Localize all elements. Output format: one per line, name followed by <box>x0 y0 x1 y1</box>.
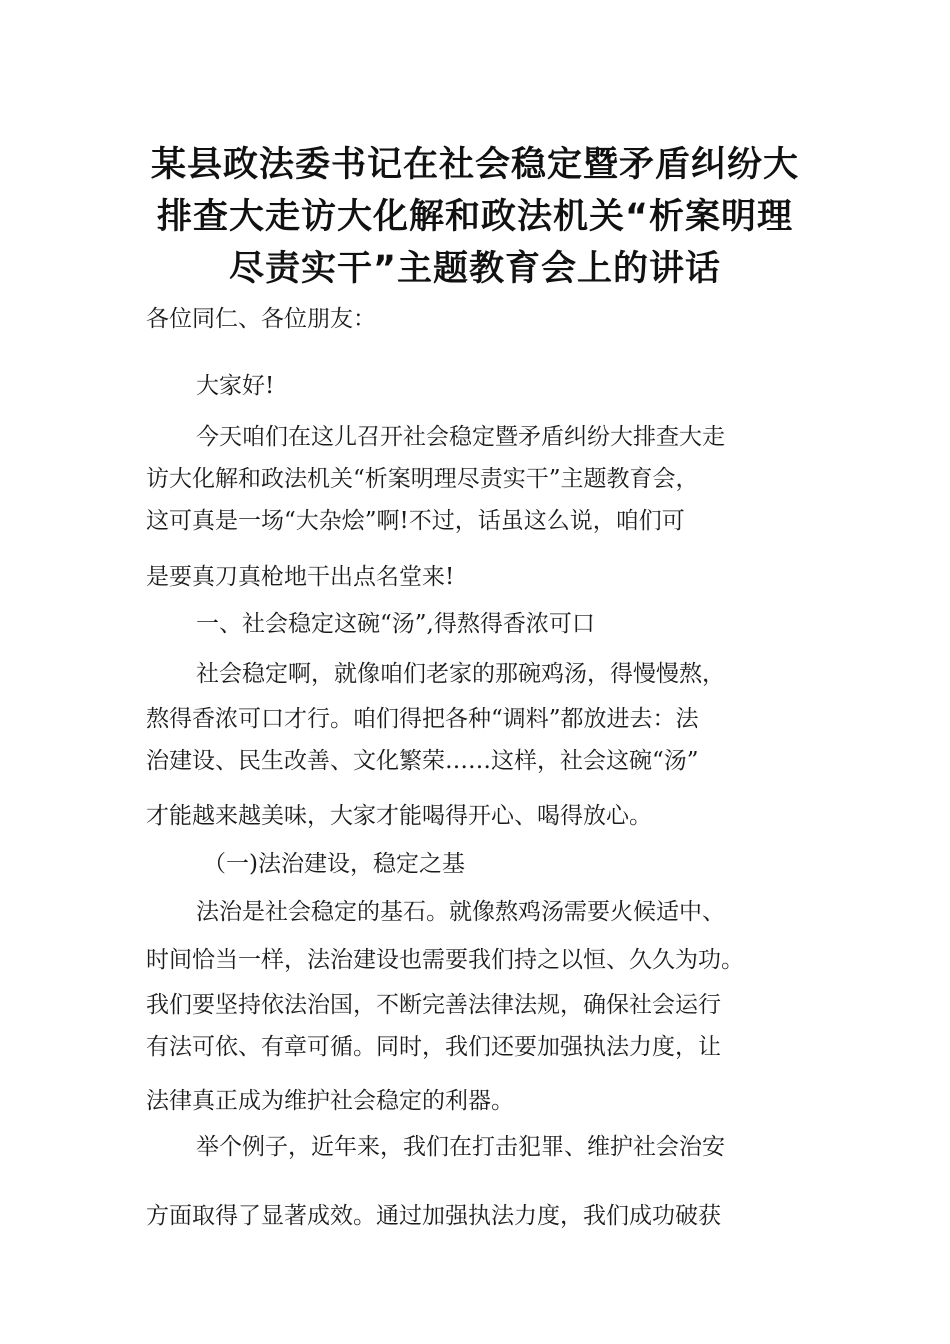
paragraph-line: 访大化解和政法机关“析案明理尽责实干”主题教育会， <box>146 466 699 492</box>
section-heading-1: 一、社会稳定这碗“汤”,得熬得香浓可口 <box>196 611 595 637</box>
paragraph-line: 社会稳定啊，就像咱们老家的那碗鸡汤，得慢慢熬， <box>196 661 725 687</box>
paragraph-line: 举个例子，近年来，我们在打击犯罪、维护社会治安 <box>196 1134 725 1160</box>
greeting: 大家好! <box>196 373 275 399</box>
paragraph-line: 有法可依、有章可循。同时，我们还要加强执法力度，让 <box>146 1034 721 1060</box>
paragraph-line: 治建设、民生改善、文化繁荣……这样，社会这碗“汤” <box>146 748 699 774</box>
paragraph-line: 法律真正成为维护社会稳定的利器。 <box>146 1088 514 1114</box>
salutation: 各位同仁、各位朋友： <box>146 306 376 332</box>
paragraph-line: 熬得香浓可口才行。咱们得把各种“调料”都放进去：法 <box>146 706 699 732</box>
title-line-3: 尽责实干”主题教育会上的讲话 <box>228 249 721 289</box>
paragraph-line: 方面取得了显著成效。通过加强执法力度，我们成功破获 <box>146 1203 721 1229</box>
title-line-1: 某县政法委书记在社会稳定暨矛盾纠纷大 <box>150 145 799 185</box>
subsection-heading-1: （一)法治建设，稳定之基 <box>203 851 465 877</box>
paragraph-line: 这可真是一场“大杂烩”啊!不过，话虽这么说，咱们可 <box>146 508 685 534</box>
paragraph-line: 法治是社会稳定的基石。就像熬鸡汤需要火候适中、 <box>196 899 725 925</box>
paragraph-line: 是要真刀真枪地干出点名堂来! <box>146 564 455 590</box>
paragraph-line: 才能越来越美味，大家才能喝得开心、喝得放心。 <box>146 803 652 829</box>
paragraph-line: 时间恰当一样，法治建设也需要我们持之以恒、久久为功。 <box>146 947 744 973</box>
paragraph-line: 我们要坚持依法治国，不断完善法律法规，确保社会运行 <box>146 992 721 1018</box>
title-line-2: 排查大走访大化解和政法机关“析案明理 <box>156 197 793 237</box>
paragraph-line: 今天咱们在这儿召开社会稳定暨矛盾纠纷大排查大走 <box>196 424 725 450</box>
